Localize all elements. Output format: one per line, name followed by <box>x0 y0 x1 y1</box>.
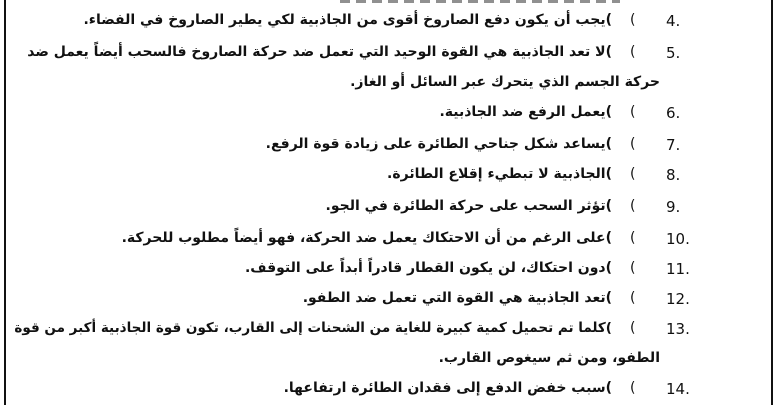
answer-paren[interactable]: ( <box>630 166 636 182</box>
statement-text: )سبب خفض الدفع إلى فقدان الطائرة ارتفاعها. <box>283 380 612 396</box>
item-number: 10. <box>666 230 690 248</box>
answer-paren[interactable]: ( <box>630 260 636 276</box>
statement-continuation: الطفو، ومن ثم سيغوص القارب. <box>438 350 660 366</box>
answer-paren[interactable]: ( <box>630 44 636 60</box>
statement-text: )الجاذبية لا تبطيء إقلاع الطائرة. <box>387 166 612 182</box>
cropped-top-line <box>340 0 620 3</box>
answer-paren[interactable]: ( <box>630 198 636 214</box>
answer-paren[interactable]: ( <box>630 104 636 120</box>
answer-paren[interactable]: ( <box>630 320 636 336</box>
statement-text: )يعمل الرفع ضد الجاذبية. <box>439 104 612 120</box>
answer-paren[interactable]: ( <box>630 380 636 396</box>
answer-paren[interactable]: ( <box>630 12 636 28</box>
item-number: 5. <box>666 44 681 62</box>
page-border-left <box>4 0 6 405</box>
item-number: 7. <box>666 136 681 154</box>
item-number: 13. <box>666 320 690 338</box>
answer-paren[interactable]: ( <box>630 230 636 246</box>
item-number: 4. <box>666 12 681 30</box>
answer-paren[interactable]: ( <box>630 136 636 152</box>
page-border-right <box>771 0 773 405</box>
statement-text: )يجب أن يكون دفع الصاروخ أقوى من الجاذبية لكي يطير الصاروخ في الفضاء. <box>83 12 612 28</box>
item-number: 14. <box>666 380 690 398</box>
statement-text: )يساعد شكل جناحي الطائرة على زيادة قوة الرفع. <box>265 136 612 152</box>
item-number: 6. <box>666 104 681 122</box>
item-number: 9. <box>666 198 681 216</box>
statement-text: )تؤثر السحب على حركة الطائرة في الجو. <box>325 198 612 214</box>
statement-continuation: حركة الجسم الذي يتحرك عبر السائل أو الغاز. <box>350 74 660 90</box>
item-number: 11. <box>666 260 690 278</box>
answer-paren[interactable]: ( <box>630 290 636 306</box>
statement-text: )لا تعد الجاذبية هي القوة الوحيد التي تعمل ضد حركة الصاروخ فالسحب أيضاً يعمل ضد <box>27 44 612 60</box>
statement-text: )على الرغم من أن الاحتكاك يعمل ضد الحركة، فهو أيضاً مطلوب للحركة. <box>121 230 612 246</box>
statement-text: )تعد الجاذبية هي القوة التي تعمل ضد الطفو. <box>302 290 612 306</box>
statement-text: )دون احتكاك، لن يكون القطار قادراً أبداً على التوقف. <box>244 260 612 276</box>
item-number: 12. <box>666 290 690 308</box>
item-number: 8. <box>666 166 681 184</box>
statement-text: )كلما تم تحميل كمية كبيرة للغاية من الشحنات إلى القارب، تكون قوة الجاذبية أكبر من قوة <box>14 320 612 336</box>
